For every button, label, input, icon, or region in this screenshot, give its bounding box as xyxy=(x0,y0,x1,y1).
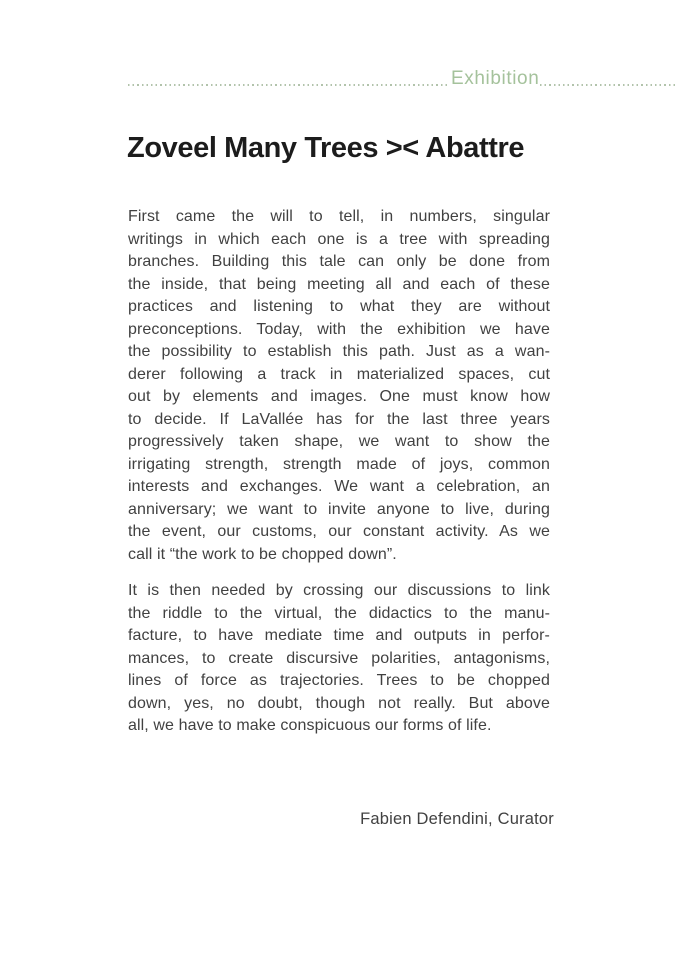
text-line: the inside, that being meeting all and each of these xyxy=(128,275,550,293)
body-paragraphs xyxy=(128,206,550,752)
text-line: interests and exchanges. We want a celebration, an xyxy=(128,478,550,495)
text-line: lines of force as trajectories. Trees to be chopped xyxy=(128,672,550,689)
text-line: to decide. If LaVallée has for the last three years xyxy=(128,410,550,428)
text-line: mances, to create discursive polarities, antagonisms, xyxy=(128,649,550,667)
text-line: derer following a track in materialized spaces, cut xyxy=(128,365,550,383)
page-title: Zoveel Many Trees >< Abattre xyxy=(127,132,525,164)
text-line: the possibility to establish this path. Just as a wan- xyxy=(128,343,550,360)
paragraph xyxy=(128,580,550,738)
text-line: It is then needed by crossing our discussions to link xyxy=(128,582,550,599)
text-line: irrigating strength, strength made of joys, common xyxy=(128,455,550,473)
text-line: call it “the work to be chopped down”. xyxy=(128,545,397,563)
text-line: branches. Building this tale can only be done from xyxy=(128,253,550,270)
text-line: First came the will to tell, in numbers, singular xyxy=(128,208,550,225)
dotted-leader-right xyxy=(540,84,678,86)
header-rule xyxy=(128,64,678,90)
text-line: all, we have to make conspicuous our forms of life. xyxy=(128,717,492,734)
section-label: Exhibition xyxy=(451,68,540,89)
curator-signature: Fabien Defendini, Curator xyxy=(360,810,554,828)
text-line: the event, our customs, our constant activity. As we xyxy=(128,523,550,540)
text-line: out by elements and images. One must know how xyxy=(128,388,550,405)
text-line: facture, to have mediate time and outputs in perfor- xyxy=(128,627,550,644)
text-line: practices and listening to what they are without xyxy=(128,298,550,315)
text-line: down, yes, no doubt, though not really. But above xyxy=(128,694,550,712)
text-line: writings in which each one is a tree with spreading xyxy=(128,230,550,248)
paragraph xyxy=(128,206,550,566)
text-line: progressively taken shape, we want to show the xyxy=(128,433,550,450)
dotted-leader-left xyxy=(128,84,450,86)
text-line: preconceptions. Today, with the exhibition we have xyxy=(128,320,550,338)
text-line: anniversary; we want to invite anyone to live, during xyxy=(128,500,550,518)
text-line: the riddle to the virtual, the didactics to the manu- xyxy=(128,604,550,622)
